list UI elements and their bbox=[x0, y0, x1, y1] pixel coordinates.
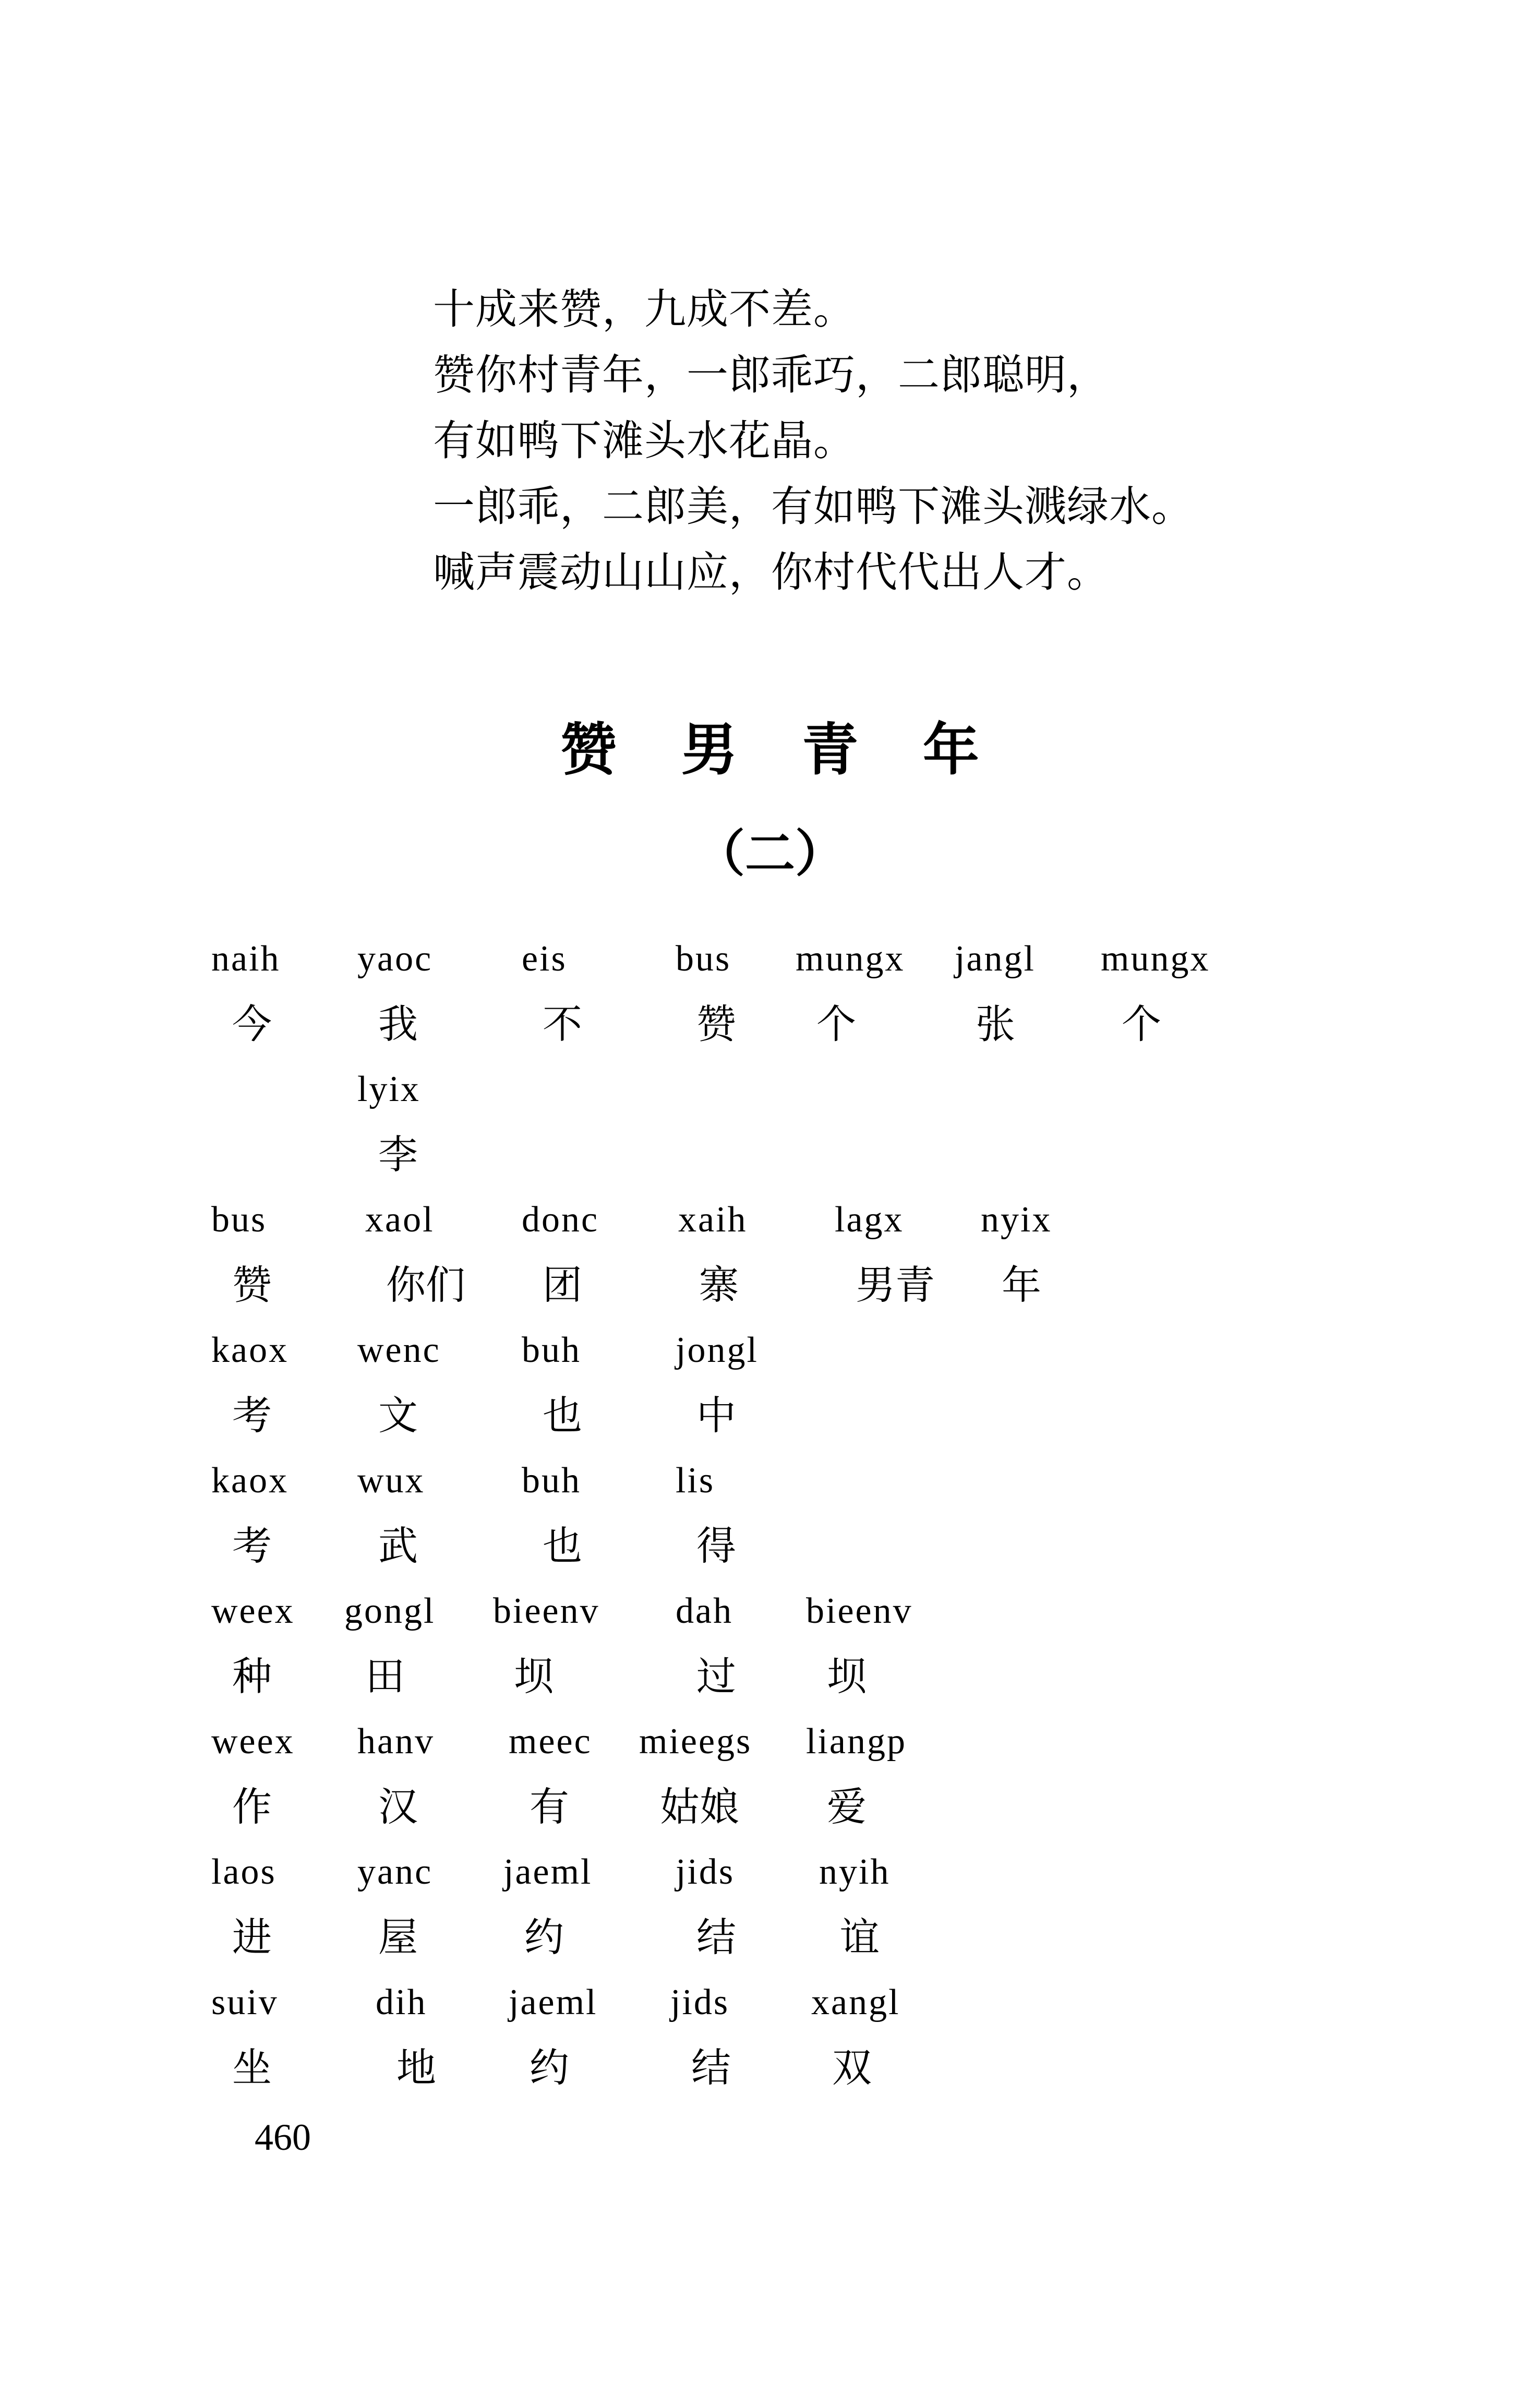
chinese-gloss: 屋 bbox=[378, 1914, 418, 1960]
chinese-gloss: 约 bbox=[524, 1914, 564, 1960]
chinese-gloss: 男青 bbox=[856, 1262, 935, 1308]
romanized-word: wux bbox=[357, 1461, 425, 1501]
romanized-word: xaol bbox=[365, 1200, 435, 1240]
chinese-gloss: 结 bbox=[691, 2044, 731, 2091]
chinese-gloss: 不 bbox=[543, 1001, 582, 1047]
romanized-word: mieegs bbox=[639, 1721, 752, 1762]
chinese-gloss: 爱 bbox=[827, 1783, 867, 1830]
romanized-word: lyix bbox=[357, 1069, 420, 1109]
romanized-word: bus bbox=[676, 939, 731, 979]
chinese-gloss: 作 bbox=[232, 1783, 272, 1830]
page-number: 460 bbox=[255, 2116, 311, 2158]
chinese-gloss: 坐 bbox=[232, 2044, 272, 2091]
romanized-word: buh bbox=[522, 1330, 581, 1370]
gloss-row bbox=[0, 1383, 1540, 1448]
romanized-word: bieenv bbox=[493, 1591, 600, 1631]
chinese-gloss: 地 bbox=[396, 2044, 436, 2091]
chinese-gloss: 谊 bbox=[840, 1914, 880, 1960]
romanized-word: suiv bbox=[211, 1982, 279, 2022]
romanized-word: wenc bbox=[357, 1330, 441, 1370]
chinese-gloss: 也 bbox=[543, 1392, 582, 1439]
intro-verse bbox=[433, 277, 1194, 605]
romanized-word: bus bbox=[211, 1200, 267, 1240]
romanized-row bbox=[0, 1578, 1540, 1644]
chinese-gloss: 结 bbox=[696, 1914, 736, 1960]
romanized-word: jangl bbox=[955, 939, 1036, 979]
chinese-gloss: 寨 bbox=[699, 1262, 739, 1308]
chinese-gloss: 约 bbox=[530, 2044, 569, 2091]
romanized-row bbox=[0, 1057, 1540, 1122]
gloss-row bbox=[0, 991, 1540, 1057]
intro-line: 喊声震动山山应，你村代代出人才。 bbox=[433, 548, 1109, 596]
romanized-word: gongl bbox=[344, 1591, 436, 1631]
chinese-gloss: 姑娘 bbox=[660, 1783, 739, 1830]
gloss-row bbox=[0, 1122, 1540, 1187]
chinese-gloss: 个 bbox=[816, 1001, 856, 1047]
intro-line: 赞你村青年，一郎乖巧，二郎聪明， bbox=[433, 351, 1109, 399]
romanized-row bbox=[0, 926, 1540, 991]
romanized-row bbox=[0, 1187, 1540, 1252]
romanized-word: jaeml bbox=[509, 1982, 598, 2022]
chinese-gloss: 考 bbox=[232, 1392, 272, 1439]
romanized-word: kaox bbox=[211, 1330, 289, 1370]
chinese-gloss: 进 bbox=[232, 1914, 272, 1960]
romanized-row bbox=[0, 1318, 1540, 1383]
chinese-gloss: 过 bbox=[696, 1653, 736, 1699]
chinese-gloss: 中 bbox=[696, 1392, 736, 1439]
romanized-row bbox=[0, 1970, 1540, 2035]
intro-line: 十成来赞，九成不差。 bbox=[433, 285, 856, 333]
romanized-word: lagx bbox=[835, 1200, 904, 1240]
gloss-row bbox=[0, 1513, 1540, 1578]
romanized-row bbox=[0, 1839, 1540, 1905]
romanized-word: bieenv bbox=[806, 1591, 913, 1631]
chinese-gloss: 团 bbox=[543, 1262, 582, 1308]
romanized-word: hanv bbox=[357, 1721, 435, 1762]
romanized-word: jids bbox=[670, 1982, 730, 2022]
chinese-gloss: 赞 bbox=[696, 1001, 736, 1047]
gloss-row bbox=[0, 2035, 1540, 2100]
romanized-word: kaox bbox=[211, 1461, 289, 1501]
chinese-gloss: 也 bbox=[543, 1523, 582, 1569]
romanized-word: xangl bbox=[811, 1982, 900, 2022]
gloss-row bbox=[0, 1252, 1540, 1318]
chinese-gloss: 张 bbox=[976, 1001, 1015, 1047]
intro-line: 有如鸭下滩头水花晶。 bbox=[433, 416, 856, 465]
interlinear-song bbox=[0, 926, 1540, 2100]
romanized-word: jaeml bbox=[503, 1852, 593, 1892]
romanized-word: xaih bbox=[678, 1200, 748, 1240]
chinese-gloss: 个 bbox=[1122, 1001, 1161, 1047]
romanized-word: yanc bbox=[357, 1852, 433, 1892]
chinese-gloss: 有 bbox=[530, 1783, 569, 1830]
romanized-word: mungx bbox=[796, 939, 905, 979]
chinese-gloss: 年 bbox=[1002, 1262, 1041, 1308]
romanized-word: nyix bbox=[981, 1200, 1052, 1240]
gloss-row bbox=[0, 1905, 1540, 1970]
romanized-word: yaoc bbox=[357, 939, 433, 979]
chinese-gloss: 坝 bbox=[514, 1653, 554, 1699]
romanized-word: mungx bbox=[1101, 939, 1210, 979]
gloss-row bbox=[0, 1644, 1540, 1709]
chinese-gloss: 汉 bbox=[378, 1783, 418, 1830]
romanized-word: meec bbox=[509, 1721, 592, 1762]
romanized-word: laos bbox=[211, 1852, 276, 1892]
chinese-gloss: 今 bbox=[232, 1001, 272, 1047]
chinese-gloss: 李 bbox=[378, 1131, 418, 1178]
gloss-row bbox=[0, 1774, 1540, 1839]
chinese-gloss: 你们 bbox=[386, 1262, 465, 1308]
romanized-row bbox=[0, 1448, 1540, 1513]
romanized-word: jongl bbox=[676, 1330, 759, 1370]
romanized-word: donc bbox=[522, 1200, 599, 1240]
romanized-row bbox=[0, 1709, 1540, 1774]
romanized-word: liangp bbox=[806, 1721, 907, 1762]
romanized-word: dih bbox=[376, 1982, 427, 2022]
romanized-word: weex bbox=[211, 1721, 295, 1762]
romanized-word: lis bbox=[676, 1461, 715, 1501]
chinese-gloss: 文 bbox=[378, 1392, 418, 1439]
intro-line: 一郎乖，二郎美，有如鸭下滩头溅绿水。 bbox=[433, 482, 1194, 531]
chinese-gloss: 坝 bbox=[827, 1653, 867, 1699]
chinese-gloss: 武 bbox=[378, 1523, 418, 1569]
chinese-gloss: 双 bbox=[832, 2044, 872, 2091]
song-subtitle: （二） bbox=[695, 824, 845, 883]
chinese-gloss: 田 bbox=[365, 1653, 405, 1699]
romanized-word: buh bbox=[522, 1461, 581, 1501]
chinese-gloss: 赞 bbox=[232, 1262, 272, 1308]
romanized-word: eis bbox=[522, 939, 567, 979]
chinese-gloss: 得 bbox=[696, 1523, 736, 1569]
romanized-word: jids bbox=[676, 1852, 735, 1892]
chinese-gloss: 我 bbox=[378, 1001, 418, 1047]
chinese-gloss: 考 bbox=[232, 1523, 272, 1569]
romanized-word: dah bbox=[676, 1591, 733, 1631]
chinese-gloss: 种 bbox=[232, 1653, 272, 1699]
romanized-word: nyih bbox=[819, 1852, 891, 1892]
romanized-word: naih bbox=[211, 939, 281, 979]
romanized-word: weex bbox=[211, 1591, 295, 1631]
song-title: 赞 男 青 年 bbox=[560, 717, 980, 783]
